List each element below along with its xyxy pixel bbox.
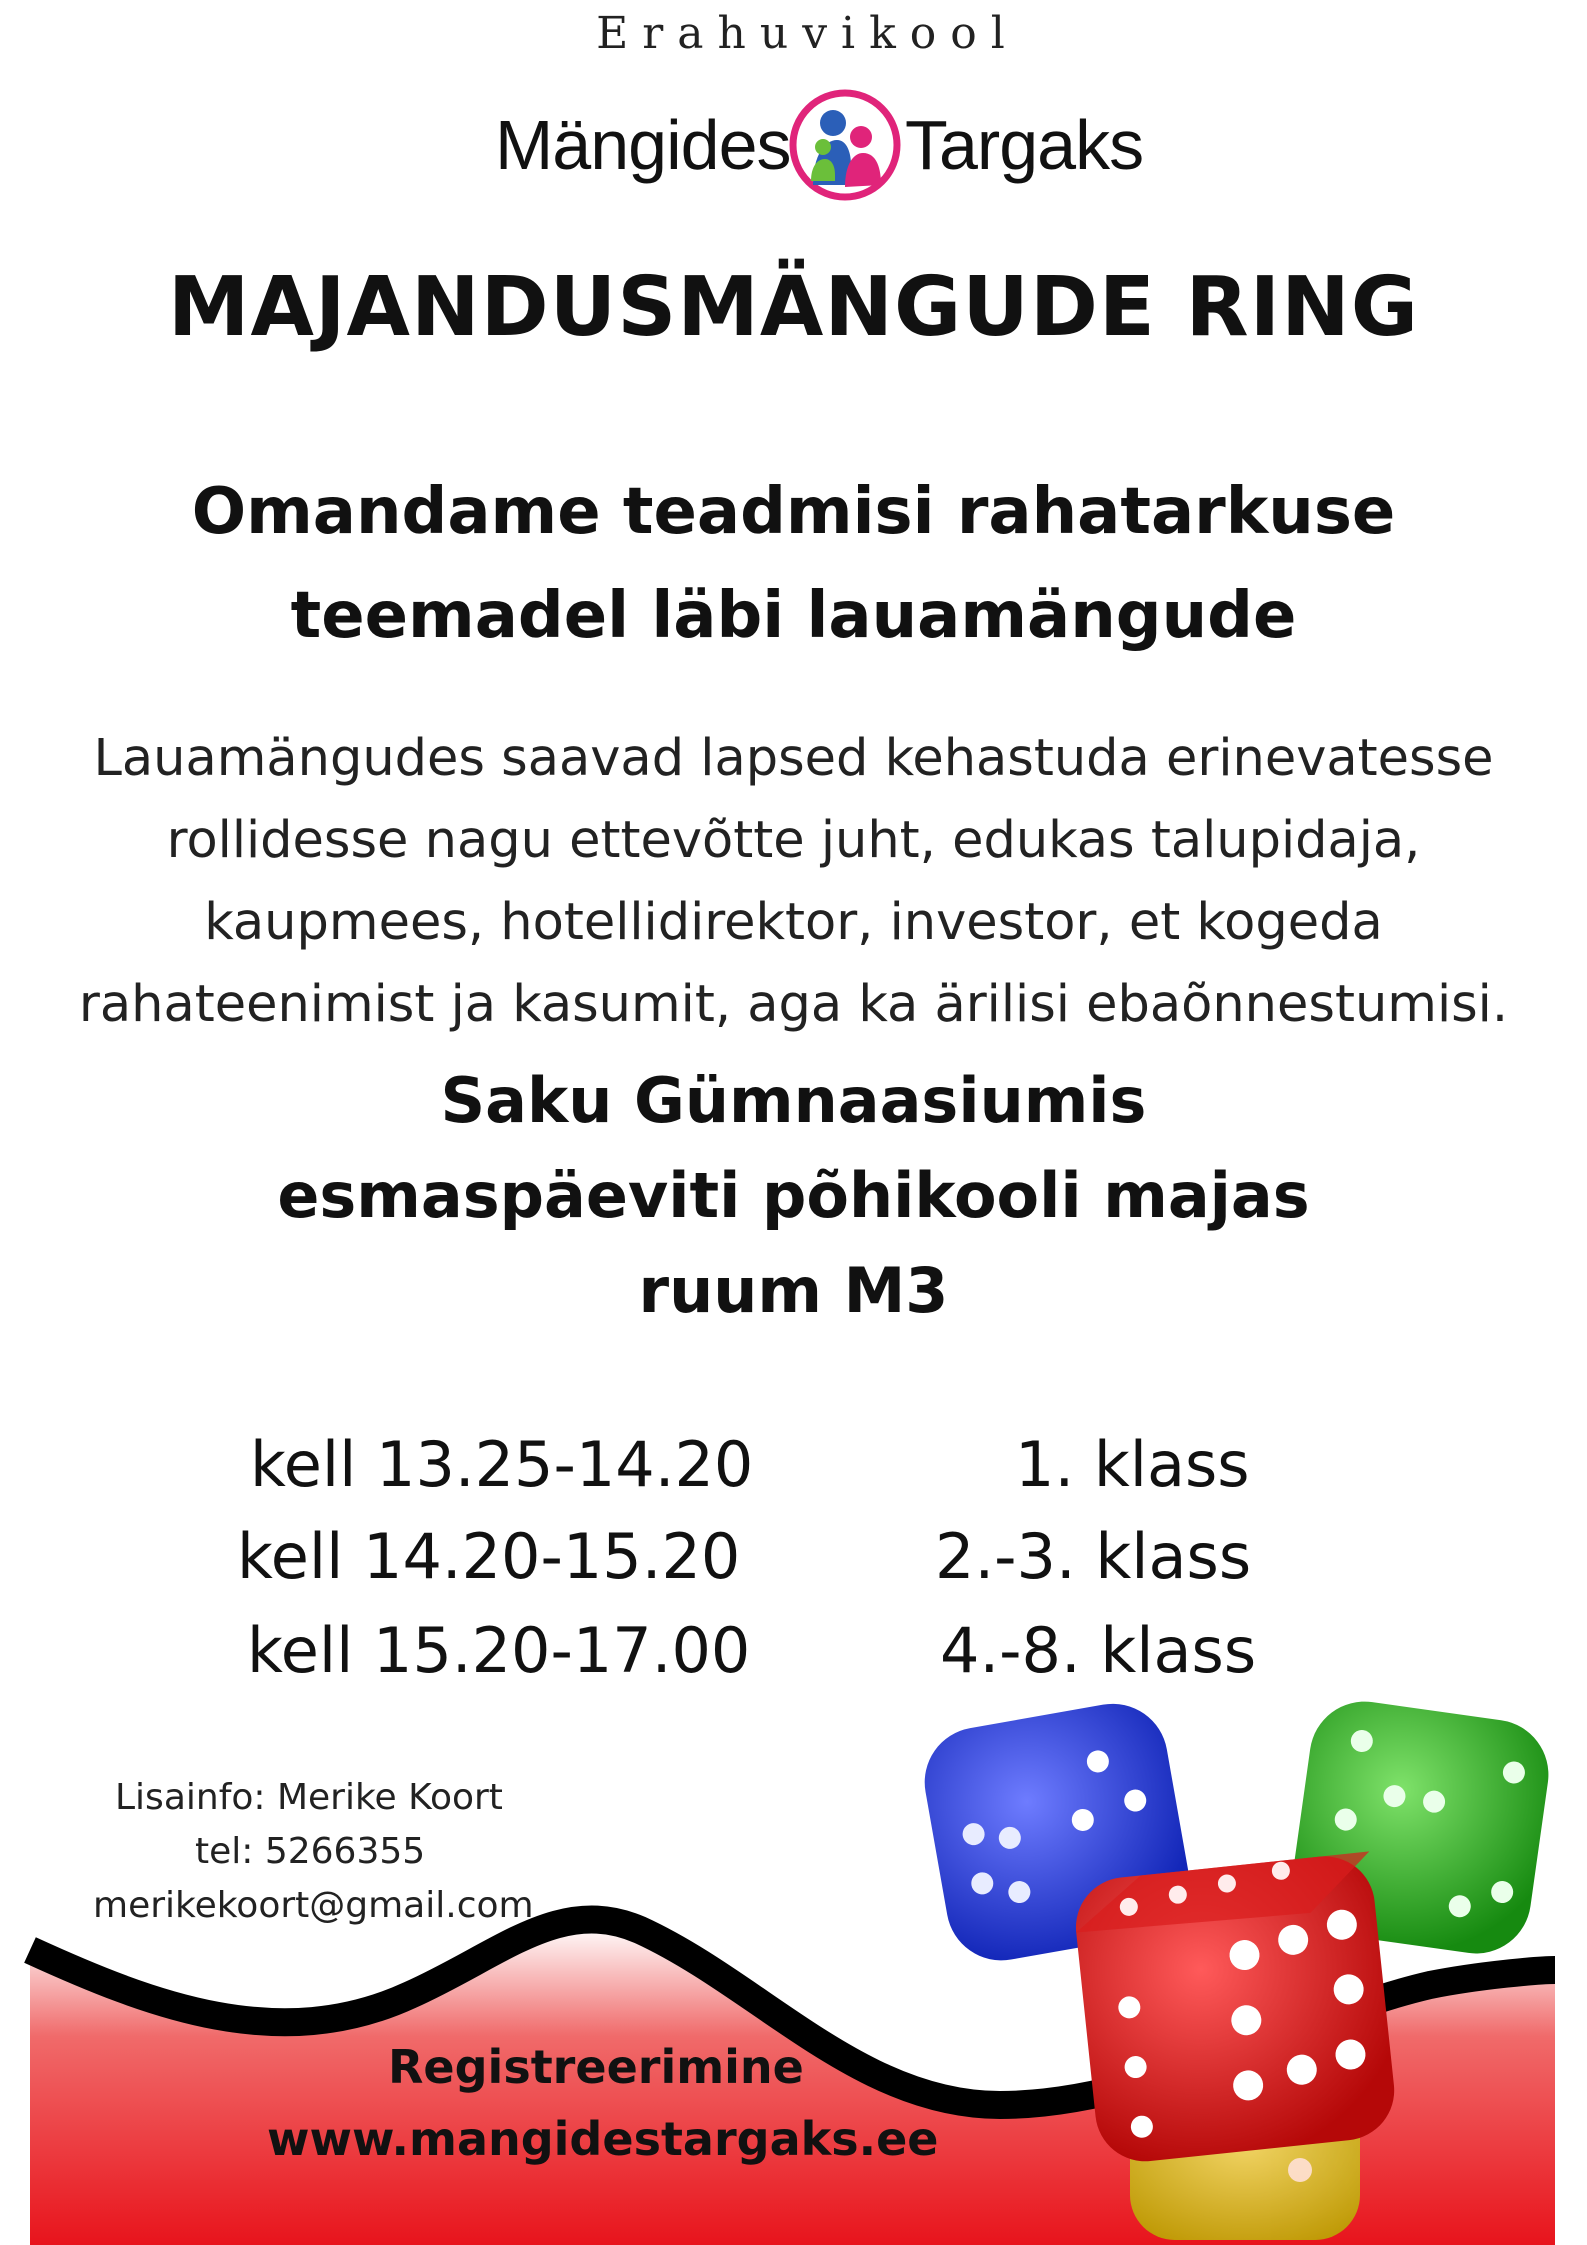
description-line: Lauamängudes saavad lapsed kehastuda erinevatesse	[93, 729, 1494, 788]
page-title: MAJANDUSMÄNGUDE RING	[167, 260, 1420, 355]
schedule-time: kell 14.20-15.20	[237, 1520, 741, 1593]
description-line: kaupmees, hotellidirektor, investor, et kogeda	[204, 893, 1383, 952]
registration-label: Registreerimine	[388, 2040, 804, 2094]
location	[0, 1053, 1587, 1338]
schedule-group: 2.-3. klass	[935, 1520, 1252, 1593]
subtitle-line: teemadel läbi lauamängude	[290, 579, 1297, 653]
red-die-icon	[1071, 1851, 1399, 2166]
location-line: ruum M3	[638, 1254, 949, 1327]
logo	[0, 85, 1587, 215]
location-line: Saku Gümnaasiumis	[440, 1064, 1147, 1137]
description-line: rahateenimist ja kasumit, aga ka ärilisi ebaõnnestumisi.	[78, 975, 1509, 1034]
logo-text-right: Targaks	[905, 106, 1144, 184]
description	[0, 718, 1587, 1046]
schedule-group: 4.-8. klass	[940, 1614, 1257, 1687]
logo-text-left: Mängides	[495, 106, 791, 184]
schedule-time: kell 13.25-14.20	[250, 1428, 754, 1501]
school-kicker: Erahuvikool	[596, 8, 1019, 59]
schedule-time: kell 15.20-17.00	[247, 1614, 751, 1687]
registration-link[interactable]: www.mangidestargaks.ee	[267, 2112, 939, 2166]
contact-phone: tel: 5266355	[195, 1831, 426, 1872]
subtitle-line: Omandame teadmisi rahatarkuse	[191, 475, 1396, 549]
description-line: rollidesse nagu ettevõtte juht, edukas talupidaja,	[166, 811, 1421, 870]
contact-email[interactable]: merikekoort@gmail.com	[93, 1885, 534, 1926]
subtitle	[0, 460, 1587, 668]
schedule-group: 1. klass	[1015, 1428, 1250, 1501]
logo-family-icon	[785, 85, 905, 205]
contact-name: Lisainfo: Merike Koort	[115, 1777, 503, 1818]
location-line: esmaspäeviti põhikooli majas	[277, 1159, 1310, 1232]
